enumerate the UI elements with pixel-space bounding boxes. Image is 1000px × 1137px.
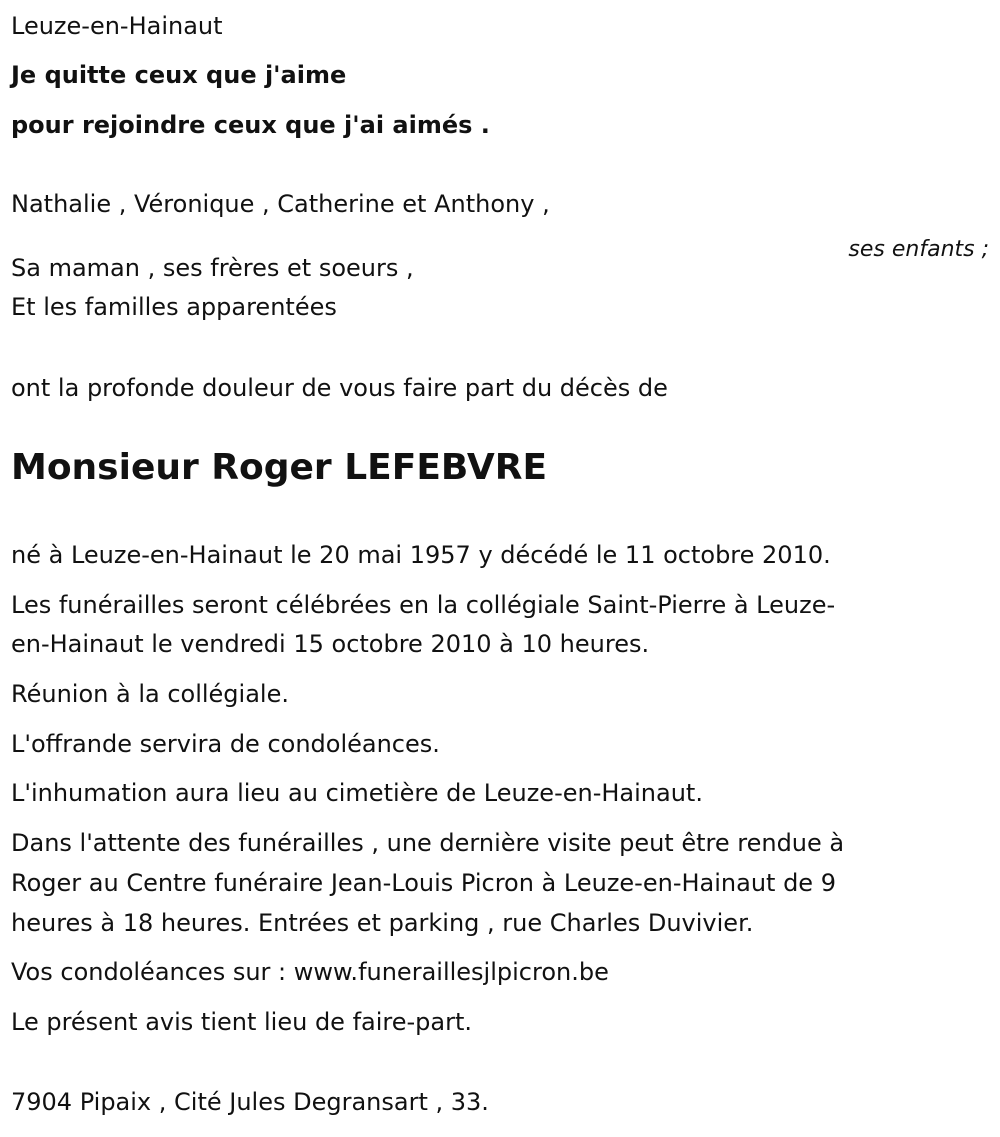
mother-siblings: Sa maman , ses frères et soeurs , — [11, 254, 414, 282]
burial-text: L'inhumation aura lieu au cimetière de Leuze-en-Hainaut. — [11, 779, 703, 807]
family-address: 7904 Pipaix , Cité Jules Degransart , 33. — [11, 1088, 489, 1116]
quote-line-1: Je quitte ceux que j'aime — [11, 61, 347, 89]
offering-text: L'offrande servira de condoléances. — [11, 730, 440, 758]
notice-text: Le présent avis tient lieu de faire-part. — [11, 1008, 473, 1036]
children-names: Nathalie , Véronique , Catherine et Anthony , — [11, 190, 550, 218]
place-heading: Leuze-en-Hainaut — [11, 12, 223, 40]
deceased-name: Monsieur Roger LEFEBVRE — [11, 447, 548, 488]
announcement-intro: ont la profonde douleur de vous faire part du décès de — [11, 374, 668, 402]
related-families: Et les familles apparentées — [11, 293, 337, 321]
visit-text-line-2: Roger au Centre funéraire Jean-Louis Picron à Leuze-en-Hainaut de 9 — [11, 869, 836, 897]
visit-text-line-3: heures à 18 heures. Entrées et parking , rue Charles Duvivier. — [11, 909, 754, 937]
funeral-text-line-1: Les funérailles seront célébrées en la collégiale Saint-Pierre à Leuze- — [11, 591, 836, 619]
children-role: ses enfants ; — [848, 237, 989, 262]
quote-line-2: pour rejoindre ceux que j'ai aimés . — [11, 111, 490, 139]
visit-text-line-1: Dans l'attente des funérailles , une dernière visite peut être rendue à — [11, 829, 845, 857]
birth-death-text: né à Leuze-en-Hainaut le 20 mai 1957 y décédé le 11 octobre 2010. — [11, 541, 831, 569]
funeral-text-line-2: en-Hainaut le vendredi 15 octobre 2010 à 10 heures. — [11, 630, 650, 658]
meeting-text: Réunion à la collégiale. — [11, 680, 289, 708]
condolences-text: Vos condoléances sur : www.funeraillesjlpicron.be — [11, 958, 609, 986]
